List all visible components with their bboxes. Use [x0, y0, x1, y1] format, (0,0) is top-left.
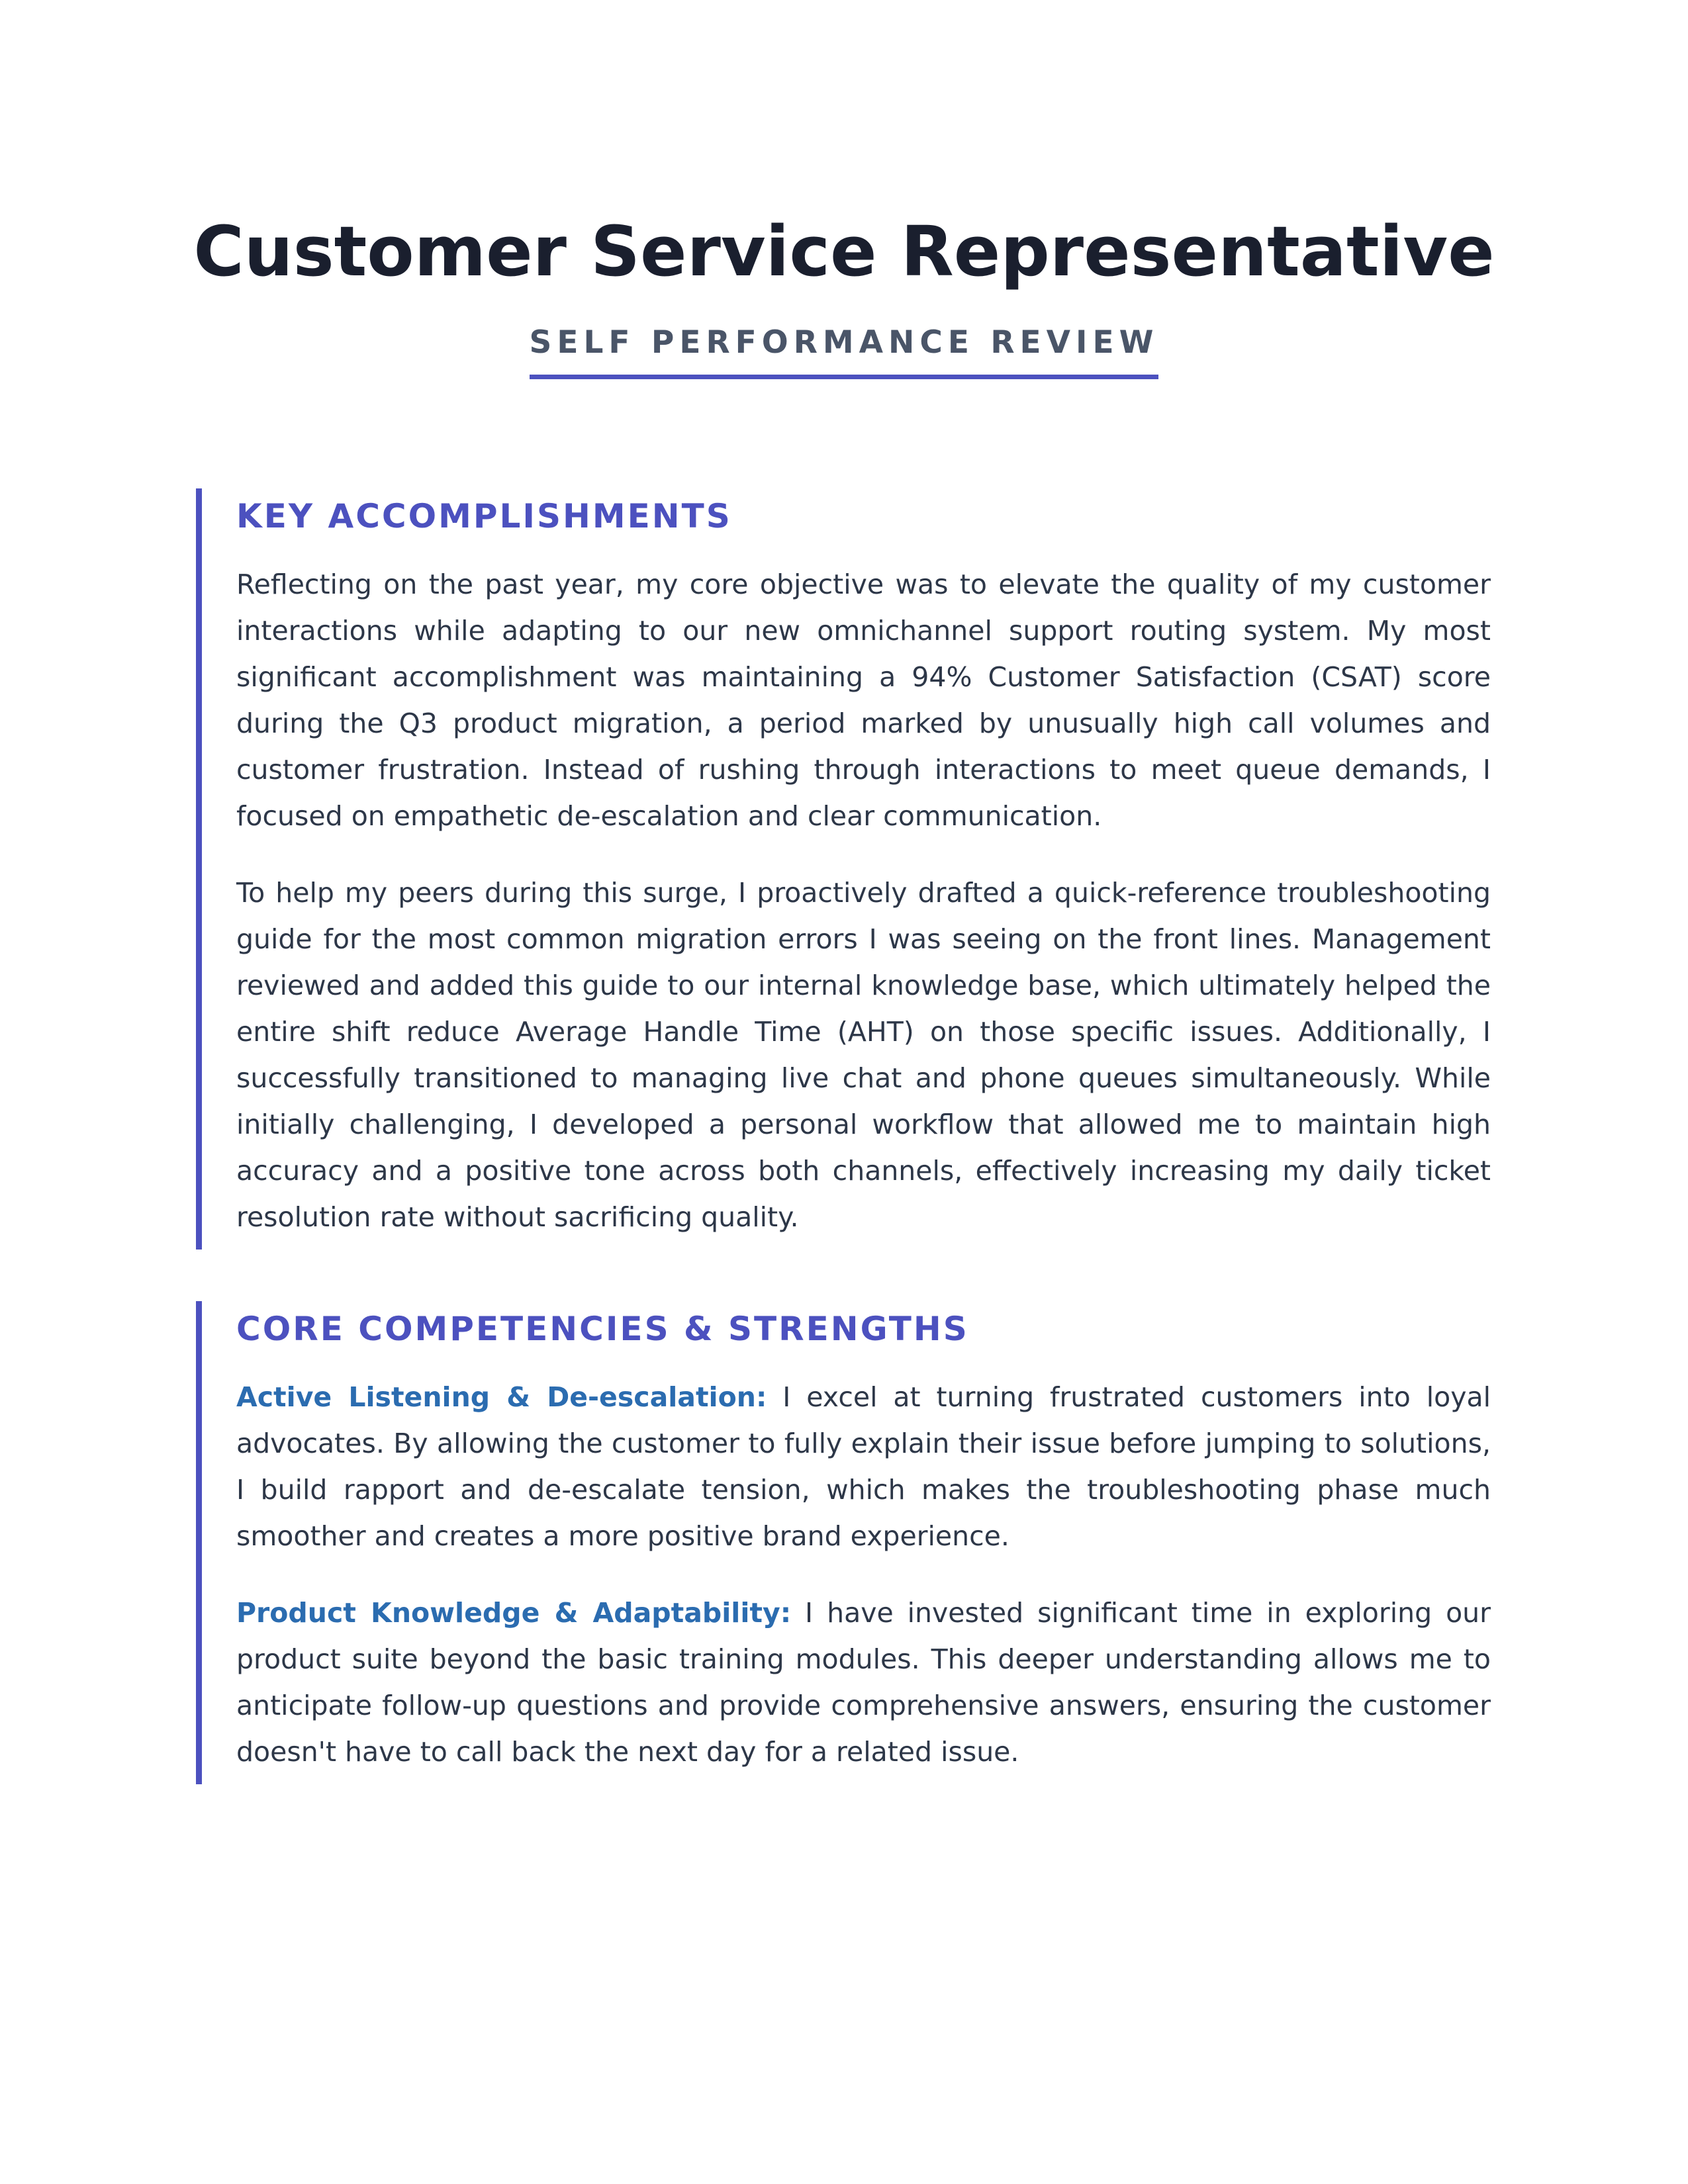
competency-text: I excel at turning frustrated customers into loyal advocates. By allowing the customer to fully explain their issue before jumping to solutions, I build rapport and de-escalate tension, which makes the troubleshooting phase much smoother and creates a more positive brand experience.: [236, 1381, 1491, 1552]
section-core-competencies: [196, 1301, 1493, 1784]
section-heading: CORE COMPETENCIES & STRENGTHS: [236, 1310, 969, 1348]
competency-term: Product Knowledge & Adaptability:: [236, 1597, 792, 1629]
page-subtitle: SELF PERFORMANCE REVIEW: [530, 323, 1159, 379]
competency-text: I have invested significant time in exploring our product suite beyond the basic training modules. This deeper understanding allows me to anticipate follow-up questions and provide comprehensive answers, ensuring the customer doesn't have to call back the next day for a related issue.: [236, 1597, 1491, 1768]
competency-item: [236, 1590, 1491, 1775]
paragraph: To help my peers during this surge, I proactively drafted a quick-reference troubleshooting guide for the most common migration errors I was seeing on the front lines. Management reviewed and added this guide to our internal knowledge base, which ultimately helped the entire shift reduce Average Handle Time (AHT) on those specific issues. Additionally, I successfully transitioned to managing live chat and phone queues simultaneously. While initially challenging, I developed a personal workflow that allowed me to maintain high accuracy and a positive tone across both channels, effectively increasing my daily ticket resolution rate without sacrificing quality.: [236, 877, 1491, 1233]
section-heading: KEY ACCOMPLISHMENTS: [236, 497, 732, 535]
page-title: Customer Service Representative: [193, 211, 1495, 292]
section-key-accomplishments: [196, 488, 1493, 1250]
competency-term: Active Listening & De-escalation:: [236, 1381, 767, 1413]
paragraph: Reflecting on the past year, my core objective was to elevate the quality of my customer interactions while adapting to our new omnichannel support routing system. My most significant accomplishment was maintaining a 94% Customer Satisfaction (CSAT) score during the Q3 product migration, a period marked by unusually high call volumes and customer frustration. Instead of rushing through interactions to meet queue demands, I focused on empathetic de-escalation and clear communication.: [236, 569, 1491, 832]
competency-item: [236, 1374, 1491, 1559]
subtitle-container: [0, 323, 1688, 379]
